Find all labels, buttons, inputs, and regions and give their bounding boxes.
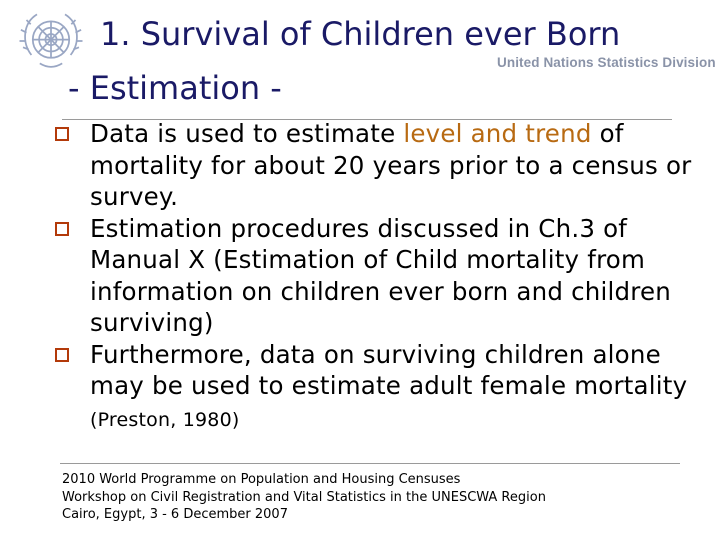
bullet-text: of mortality for about 20 years prior to a census or survey. [90, 119, 692, 211]
un-emblem-icon [16, 6, 86, 76]
organization-name: United Nations Statistics Division [497, 55, 716, 70]
square-bullet-icon [55, 222, 69, 236]
slide-subtitle: - Estimation - [68, 69, 282, 107]
bullet-text: Data is used to estimate [90, 119, 404, 148]
footer [62, 471, 546, 524]
bullet-text: Estimation procedures discussed in Ch.3 of Manual X (Estimation of Child mortality from information on children ever born and children surviving) [90, 213, 671, 337]
footer-line: Cairo, Egypt, 3 - 6 December 2007 [62, 507, 288, 522]
footer-line: Workshop on Civil Registration and Vital Statistics in the UNESCWA Region [62, 489, 546, 505]
bullet-item [54, 213, 704, 339]
square-bullet-icon [55, 127, 69, 141]
divider-bottom [60, 463, 680, 464]
bullet-item [54, 118, 704, 213]
bullet-text: Furthermore, data on surviving children alone may be used to estimate adult female mortality [90, 339, 688, 400]
bullet-list [54, 118, 704, 436]
highlighted-text: level and trend [403, 119, 592, 148]
slide-title: 1. Survival of Children ever Born [100, 15, 621, 53]
square-bullet-icon [55, 348, 69, 362]
footer-line: 2010 World Programme on Population and Housing Censuses [62, 472, 461, 487]
bullet-item [54, 339, 704, 437]
citation: (Preston, 1980) [90, 408, 240, 431]
